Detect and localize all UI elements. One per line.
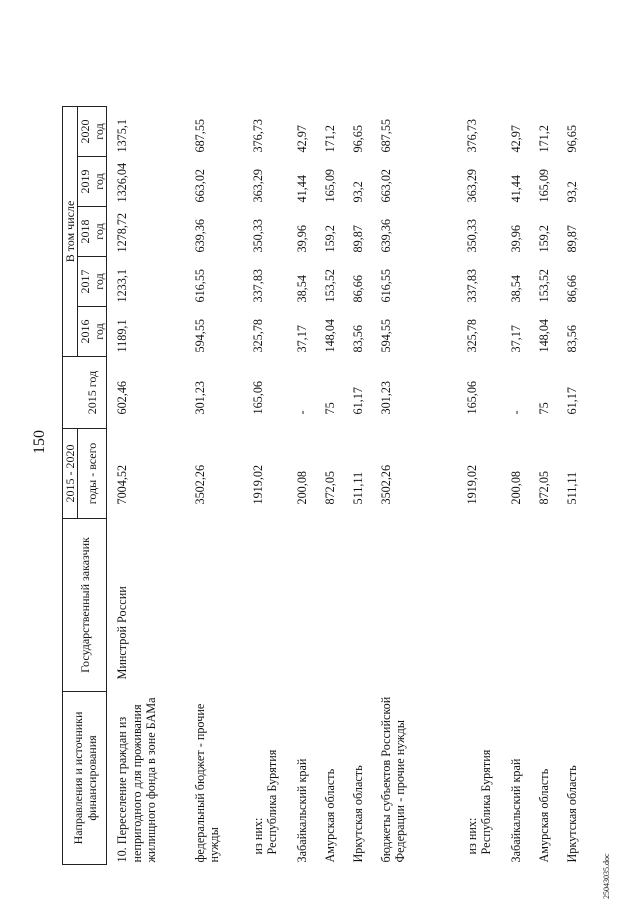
row-customer	[501, 519, 529, 692]
row-label-text: Республика Бурятия	[479, 749, 493, 855]
row-value-2016: 83,56	[564, 325, 579, 353]
row-label: бюджеты субъектов Российской Федерации - прочие нужды	[378, 696, 407, 863]
row-value-2020: 376,73	[250, 118, 265, 153]
row-value-2019: 165,09	[536, 168, 551, 203]
row-label: федеральный бюджет - прочие нужды	[192, 703, 221, 863]
row-value-2018: 159,2	[322, 225, 337, 253]
row-value-2020: 42,97	[294, 125, 309, 153]
row-value-2019: 93,2	[564, 181, 579, 203]
header-year-2018: 2018 год	[78, 207, 107, 257]
row-total: 7004,52	[115, 464, 129, 505]
row-total: 511,11	[564, 471, 579, 505]
row-value-2019: 93,2	[350, 181, 365, 203]
row-value-2016: 594,55	[378, 318, 393, 353]
table-row	[185, 107, 243, 865]
page-number: 150	[31, 430, 48, 454]
row-value-2018: 39,96	[508, 225, 523, 253]
row-value-2019: 1326,04	[115, 162, 129, 203]
row-total: 200,08	[508, 470, 523, 505]
row-label-prefix: из них:	[464, 817, 479, 855]
row-value-2015: 75	[322, 402, 337, 415]
row-value-2017: 38,54	[294, 275, 309, 303]
table-row	[287, 107, 315, 865]
row-value-2018: 159,2	[536, 225, 551, 253]
table-row	[457, 107, 501, 865]
row-total: 872,05	[322, 470, 337, 505]
file-code: 25043035.doc	[602, 853, 611, 899]
row-value-2018: 89,87	[350, 225, 365, 253]
row-value-2020: 376,73	[464, 118, 479, 153]
row-value-2017: 153,52	[322, 268, 337, 303]
row-value-2017: 1233,1	[115, 268, 129, 303]
row-value-2015: 165,06	[464, 380, 479, 415]
row-value-2020: 687,55	[192, 118, 207, 153]
table-row	[107, 107, 185, 865]
header-direction: Направления и источники финансирования	[63, 692, 107, 865]
row-value-2016: 83,56	[350, 325, 365, 353]
row-customer	[529, 519, 557, 692]
row-customer	[457, 519, 501, 692]
row-value-2015: 61,17	[564, 387, 579, 415]
row-label: Забайкальский край	[294, 758, 309, 863]
row-value-2016: 148,04	[536, 318, 551, 353]
row-value-2016: 148,04	[322, 318, 337, 353]
row-total: 872,05	[536, 470, 551, 505]
row-value-2016: 594,55	[192, 318, 207, 353]
row-value-2019: 663,02	[378, 168, 393, 203]
table-row	[243, 107, 287, 865]
row-value-2016: 325,78	[464, 318, 479, 353]
row-value-2015: 602,46	[115, 380, 129, 415]
row-value-2017: 86,66	[350, 275, 365, 303]
row-value-2019: 663,02	[192, 168, 207, 203]
row-label: Иркутская область	[350, 765, 365, 863]
row-value-2016: 37,17	[508, 325, 523, 353]
table-row	[529, 107, 557, 865]
row-customer	[185, 519, 243, 692]
row-customer: Минстрой России	[115, 586, 129, 680]
row-value-2020: 171,2	[322, 125, 337, 153]
row-value-2017: 337,83	[250, 268, 265, 303]
row-label: Забайкальский край	[508, 758, 523, 863]
row-value-2018: 350,33	[464, 218, 479, 253]
header-year-2016: 2016 год	[78, 307, 107, 357]
row-value-2019: 363,29	[250, 168, 265, 203]
row-total: 511,11	[350, 471, 365, 505]
row-value-2018: 39,96	[294, 225, 309, 253]
row-total: 1919,02	[464, 464, 479, 505]
row-label: Амурская область	[536, 768, 551, 863]
row-customer	[315, 519, 343, 692]
row-label: Амурская область	[322, 768, 337, 863]
header-year-2017: 2017 год	[78, 257, 107, 307]
row-value-2020: 171,2	[536, 125, 551, 153]
row-value-2015: 165,06	[250, 380, 265, 415]
row-value-2017: 38,54	[508, 275, 523, 303]
row-value-2018: 639,36	[378, 218, 393, 253]
row-value-2016: 1189,1	[115, 319, 129, 353]
row-value-2017: 616,55	[378, 268, 393, 303]
table-row	[501, 107, 529, 865]
header-period-total: годы - всего	[78, 429, 107, 519]
row-value-2019: 363,29	[464, 168, 479, 203]
row-value-2020: 42,97	[508, 125, 523, 153]
table-row	[557, 107, 585, 865]
header-year-2015: 2015 год	[78, 357, 107, 429]
row-label: 10. Переселение граждан из непригодного для проживания жилищного фонда в зоне БАМа	[115, 697, 158, 863]
row-value-2018: 1278,72	[115, 212, 129, 253]
row-value-2015: 301,23	[378, 380, 393, 415]
row-value-2016: 37,17	[294, 325, 309, 353]
row-label	[243, 692, 287, 865]
row-customer	[371, 519, 457, 692]
row-value-2017: 86,66	[564, 275, 579, 303]
financing-table	[62, 106, 585, 865]
row-value-2019: 165,09	[322, 168, 337, 203]
row-value-2020: 96,65	[350, 125, 365, 153]
row-customer	[287, 519, 315, 692]
header-customer: Государственный заказчик	[63, 519, 107, 692]
table-row	[343, 107, 371, 865]
row-label-text: Республика Бурятия	[265, 749, 279, 855]
row-customer	[343, 519, 371, 692]
row-value-2018: 89,87	[564, 225, 579, 253]
row-value-2015: -	[508, 410, 523, 415]
row-value-2015: 61,17	[350, 387, 365, 415]
row-label	[457, 692, 501, 865]
row-total: 3502,26	[378, 464, 393, 505]
row-value-2016: 325,78	[250, 318, 265, 353]
header-year-2019: 2019 год	[78, 157, 107, 207]
row-value-2017: 616,55	[192, 268, 207, 303]
row-value-2020: 687,55	[378, 118, 393, 153]
row-value-2015: 75	[536, 402, 551, 415]
row-value-2019: 41,44	[294, 175, 309, 203]
table-row	[315, 107, 343, 865]
row-value-2018: 350,33	[250, 218, 265, 253]
row-customer	[243, 519, 287, 692]
row-value-2020: 1375,1	[115, 118, 129, 153]
header-including: В том числе	[63, 107, 78, 357]
row-value-2020: 96,65	[564, 125, 579, 153]
row-value-2017: 153,52	[536, 268, 551, 303]
row-value-2015: -	[294, 410, 309, 415]
row-customer	[557, 519, 585, 692]
row-value-2015: 301,23	[192, 380, 207, 415]
row-total: 1919,02	[250, 464, 265, 505]
row-label-prefix: из них:	[250, 817, 265, 855]
row-total: 3502,26	[192, 464, 207, 505]
row-value-2018: 639,36	[192, 218, 207, 253]
row-label: Иркутская область	[564, 765, 579, 863]
header-year-2020: 2020 год	[78, 107, 107, 157]
header-period-years: 2015 - 2020	[63, 429, 78, 519]
table-row	[371, 107, 457, 865]
row-value-2017: 337,83	[464, 268, 479, 303]
row-value-2019: 41,44	[508, 175, 523, 203]
row-total: 200,08	[294, 470, 309, 505]
